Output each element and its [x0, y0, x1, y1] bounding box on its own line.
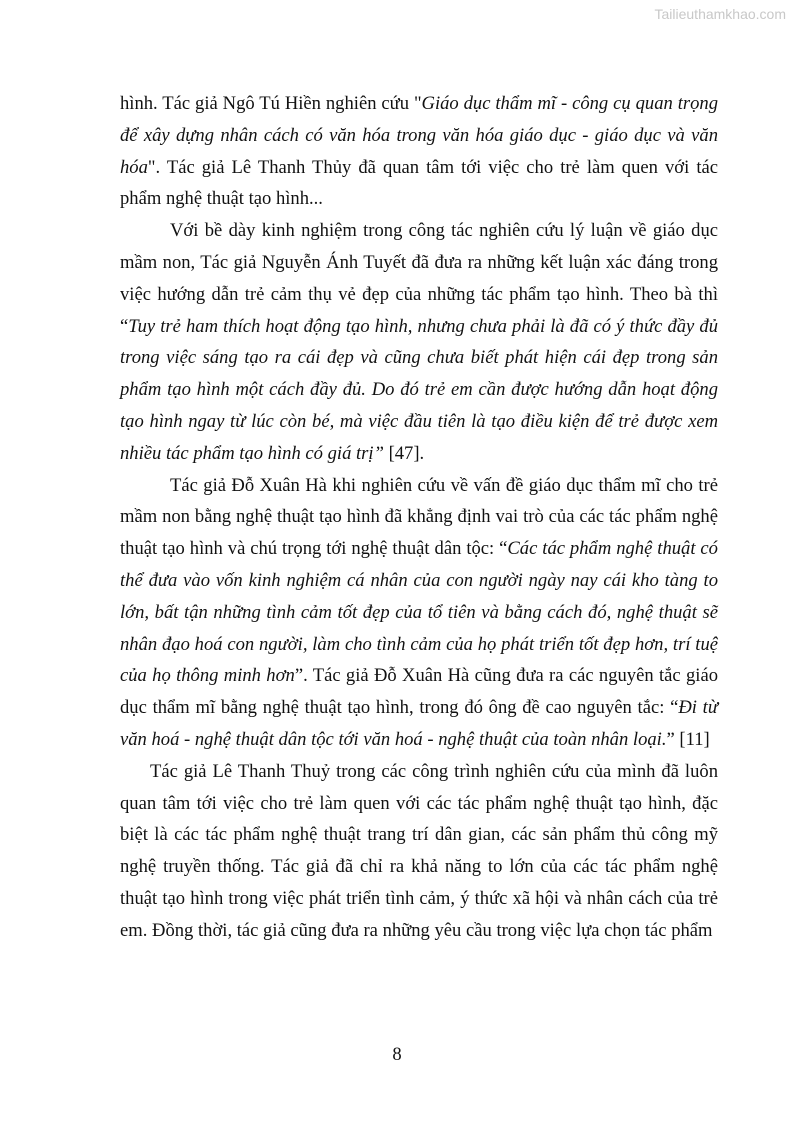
paragraph-4 — [120, 756, 718, 947]
text-run: Tác giả Đỗ Xuân Hà khi nghiên cứu về vấn đề giáo dục thẩm mĩ cho trẻ mầm non bằng nghệ thuật tạo hình đã khẳng định vai trò của các tác phẩm nghệ thuật tạo hình và chú trọng tới nghệ thuật dân tộc: “ — [120, 474, 718, 560]
watermark-text: Tailieuthamkhao.com — [654, 6, 786, 22]
citation: ” [11] — [666, 728, 710, 750]
text-run: Tác giả Lê Thanh Thuỷ trong các công trình nghiên cứu của mình đã luôn quan tâm tới việc cho trẻ làm quen với các tác phẩm nghệ thuật tạo hình, đặc biệt là các tác phẩm nghệ thuật trang trí dân gian, các sản phẩm thủ công mỹ nghệ truyền thống. Tác giả đã chỉ ra khả năng to lớn của các tác phẩm nghệ thuật tạo hình trong việc phát triển tình cảm, ý thức xã hội và nhân cách của trẻ em. Đồng thời, tác giả cũng đưa ra những yêu cầu trong việc lựa chọn tác phẩm — [120, 760, 718, 941]
page-body — [120, 88, 718, 947]
paragraph-2 — [120, 215, 718, 469]
paragraph-3 — [120, 470, 718, 756]
italic-quote: Giáo dục thẩm mĩ - công cụ quan trọng để xây dựng nhân cách có văn hóa trong văn hóa giáo dục - giáo dục và văn hóa — [120, 93, 718, 178]
text-run: ". Tác giả Lê Thanh Thủy đã quan tâm tới việc cho trẻ làm quen với tác phẩm nghệ thuật tạo hình... — [120, 156, 718, 210]
italic-quote: Tuy trẻ ham thích hoạt động tạo hình, nhưng chưa phải là đã có ý thức đầy đủ trong việc sáng tạo ra cái đẹp và cũng chưa biết phát hiện cái đẹp trong sản phẩm tạo hình một cách đầy đủ. Do đó trẻ em cần được hướng dẫn hoạt động tạo hình ngay từ lúc còn bé, mà việc đầu tiên là tạo điều kiện để trẻ được xem nhiều tác phẩm tạo hình có giá trị” — [120, 315, 718, 464]
page-number: 8 — [392, 1044, 402, 1065]
italic-quote: Các tác phẩm nghệ thuật có thể đưa vào vốn kinh nghiệm cá nhân của con người ngày nay cái kho tàng to lớn, bất tận những tình cảm tốt đẹp của tổ tiên và bằng cách đó, nghệ thuật sẽ nhân đạo hoá con người, làm cho tình cảm của họ phát triển tốt đẹp hơn, trí tuệ của họ thông minh hơn — [120, 538, 718, 687]
citation: [47]. — [383, 442, 425, 464]
italic-quote: Đi từ văn hoá - nghệ thuật dân tộc tới văn hoá - nghệ thuật của toàn nhân loại. — [120, 697, 718, 750]
text-run: Với bề dày kinh nghiệm trong công tác nghiên cứu lý luận về giáo dục mầm non, Tác giả Nguyễn Ánh Tuyết đã đưa ra những kết luận xác đáng trong việc hướng dẫn trẻ cảm thụ vẻ đẹp của những tác phẩm tạo hình. Theo bà thì “ — [120, 220, 718, 337]
text-run: hình. Tác giả Ngô Tú Hiền nghiên cứu " — [120, 93, 422, 114]
paragraph-1 — [120, 88, 718, 215]
text-run: ”. Tác giả Đỗ Xuân Hà cũng đưa ra các nguyên tắc giáo dục thẩm mĩ bằng nghệ thuật tạo hình, trong đó ông đề cao nguyên tắc: “ — [120, 665, 718, 719]
